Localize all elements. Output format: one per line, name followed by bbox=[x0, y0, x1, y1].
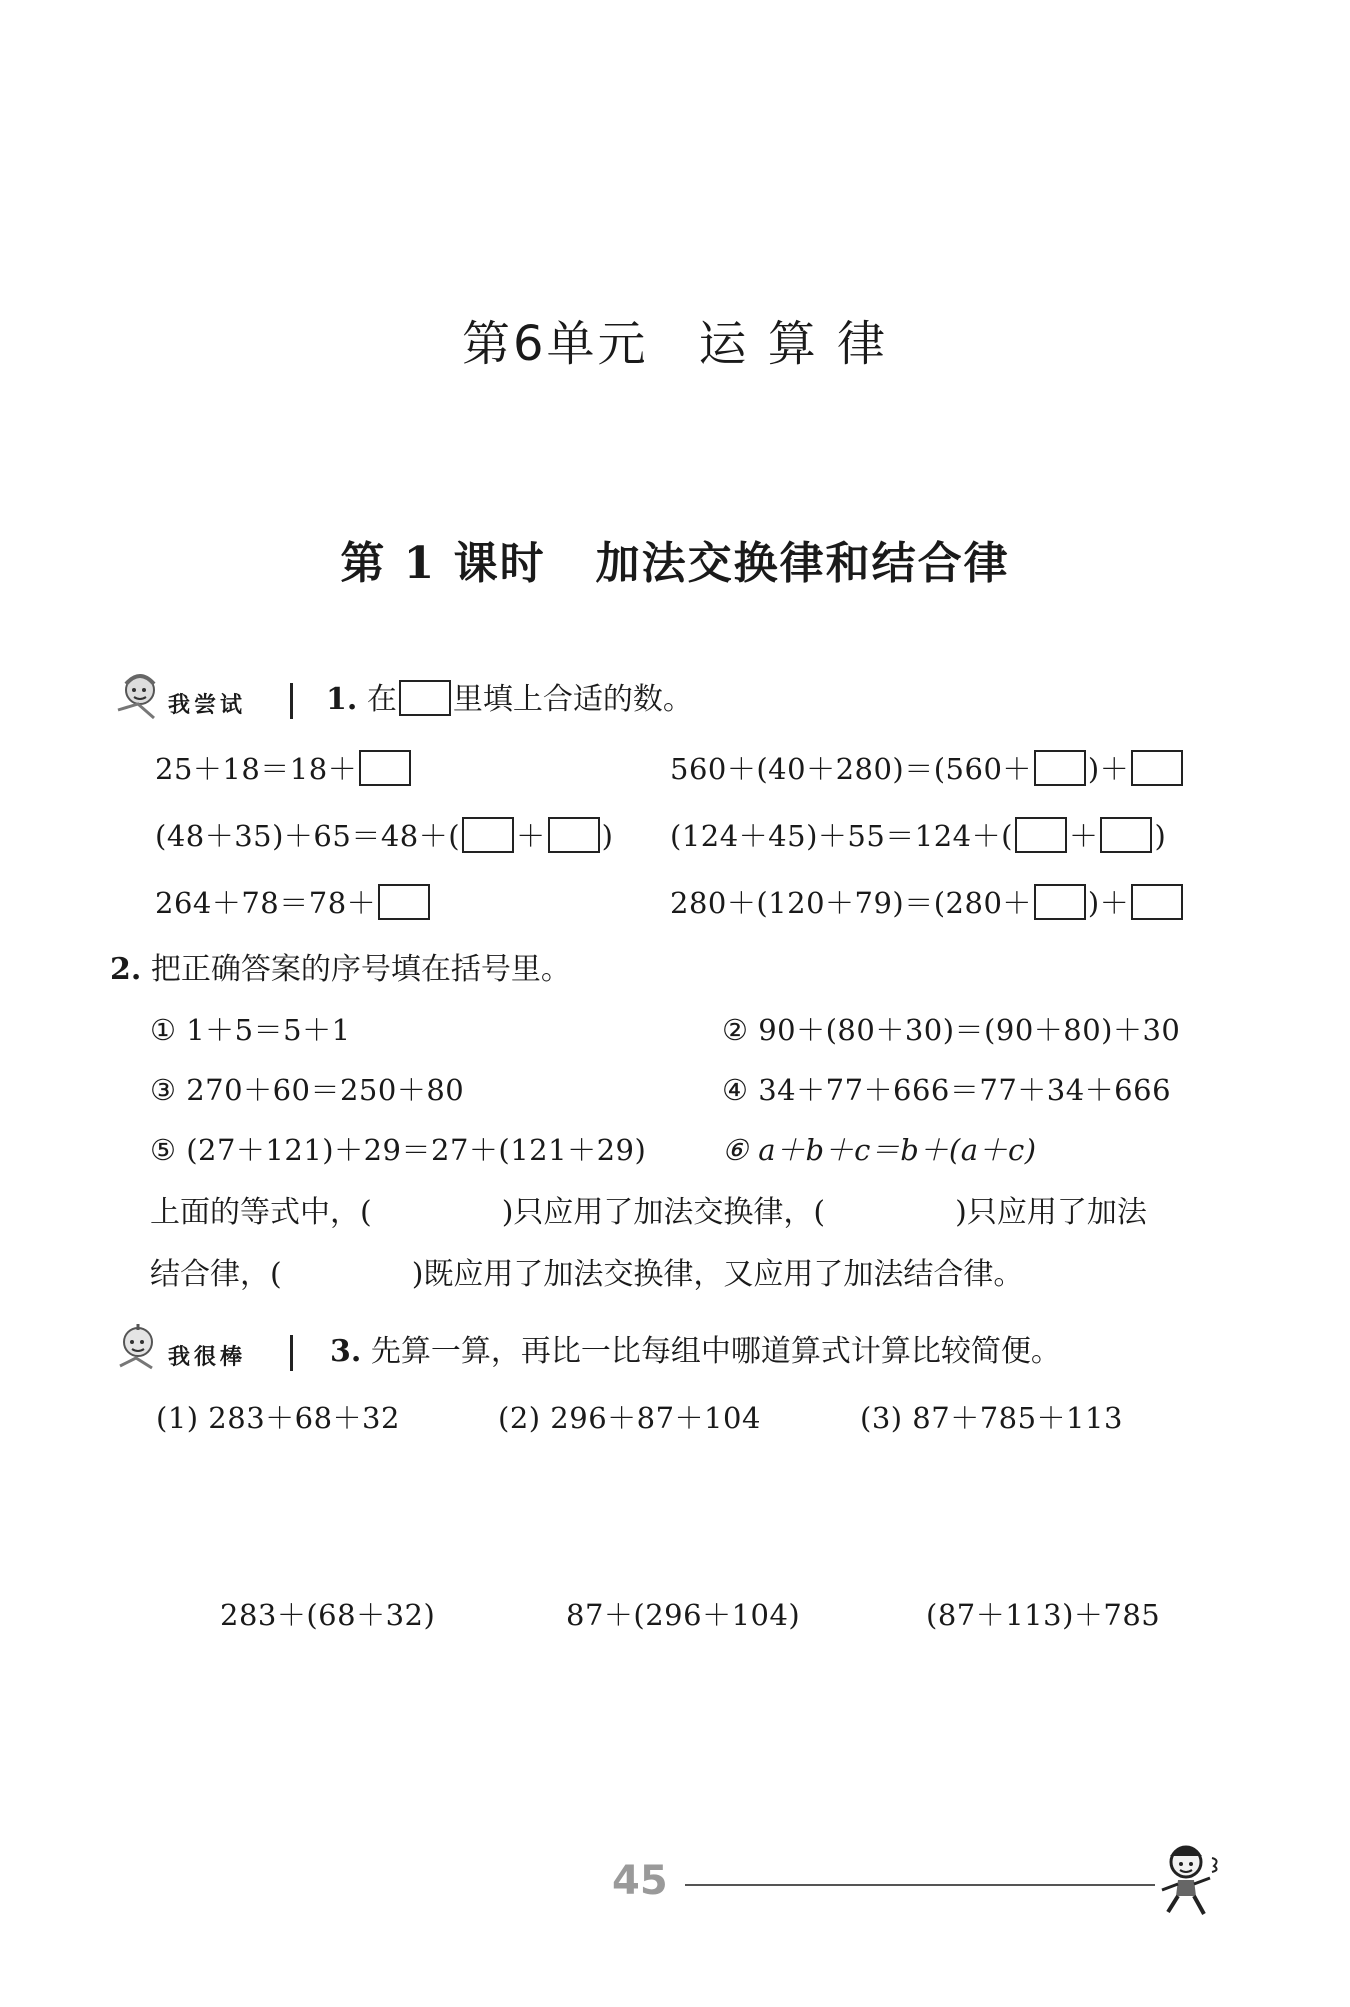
q2-answer-line2: 结合律，( )既应用了加法交换律，又应用了加法结合律。 bbox=[150, 1257, 1024, 1292]
q2-item-4: ④ 34＋77＋666＝77＋34＋666 bbox=[722, 1073, 1172, 1107]
q3-item-2: (2) 296＋87＋104 bbox=[498, 1401, 761, 1435]
unit-title bbox=[0, 305, 1350, 374]
answer-box[interactable] bbox=[1131, 750, 1183, 786]
answer-box[interactable] bbox=[1034, 750, 1086, 786]
q1-row3-left: 264＋78＝78＋ bbox=[155, 883, 432, 923]
badge-divider bbox=[290, 1335, 293, 1371]
answer-box[interactable] bbox=[378, 884, 430, 920]
footer-rule bbox=[685, 1884, 1155, 1886]
answer-box[interactable] bbox=[1034, 884, 1086, 920]
answer-box[interactable] bbox=[1131, 884, 1183, 920]
sample-box bbox=[399, 680, 451, 716]
q2-heading: 2. 把正确答案的序号填在括号里。 bbox=[110, 952, 571, 987]
badge-divider bbox=[290, 683, 293, 719]
running-boy-icon bbox=[1150, 1840, 1222, 1920]
badge-try: 我尝试 bbox=[168, 693, 247, 718]
page-number: 45 bbox=[612, 1858, 668, 1904]
answer-box[interactable] bbox=[462, 817, 514, 853]
girl-mascot-icon bbox=[110, 1322, 162, 1378]
lesson-number: 第 1 课时 bbox=[340, 538, 546, 589]
q2-item-1: ① 1＋5＝5＋1 bbox=[150, 1013, 351, 1047]
q2-answer-line1: 上面的等式中，( )只应用了加法交换律，( )只应用了加法 bbox=[150, 1195, 1147, 1230]
q1-row2-left: (48＋35)＋65＝48＋( ＋ ) bbox=[155, 819, 614, 853]
girl-mascot-icon bbox=[110, 670, 162, 726]
answer-box[interactable] bbox=[1100, 817, 1152, 853]
q1-heading: 1. 在 里填上合适的数。 bbox=[326, 682, 693, 717]
answer-box[interactable] bbox=[359, 750, 411, 786]
q2-item-5: ⑤ (27＋121)＋29＝27＋(121＋29) bbox=[150, 1133, 647, 1167]
answer-box[interactable] bbox=[548, 817, 600, 853]
q1-row3-right: 280＋(120＋79)＝(280＋ )＋ bbox=[670, 883, 1185, 923]
q1-row1-right: 560＋(40＋280)＝(560＋ )＋ bbox=[670, 749, 1185, 789]
badge-great: 我很棒 bbox=[168, 1345, 247, 1370]
answer-box[interactable] bbox=[1015, 817, 1067, 853]
q2-item-3: ③ 270＋60＝250＋80 bbox=[150, 1073, 465, 1107]
lesson-title bbox=[0, 527, 1350, 591]
q3-alt-1: 283＋(68＋32) bbox=[220, 1598, 436, 1632]
unit-name: 运 算 律 bbox=[698, 316, 889, 372]
q3-item-3: (3) 87＋785＋113 bbox=[860, 1401, 1123, 1435]
unit-number: 第6单元 bbox=[461, 316, 649, 372]
q2-item-2: ② 90＋(80＋30)＝(90＋80)＋30 bbox=[722, 1013, 1181, 1047]
q2-item-6: ⑥ a＋b＋c＝b＋(a＋c) bbox=[722, 1133, 1037, 1167]
q1-row2-right: (124＋45)＋55＝124＋( ＋ ) bbox=[670, 819, 1167, 853]
lesson-name: 加法交换律和结合律 bbox=[595, 538, 1010, 589]
q3-item-1: (1) 283＋68＋32 bbox=[156, 1401, 400, 1435]
q3-alt-2: 87＋(296＋104) bbox=[566, 1598, 801, 1632]
q3-heading: 3. 先算一算，再比一比每组中哪道算式计算比较简便。 bbox=[330, 1334, 1061, 1369]
q1-row1-left: 25＋18＝18＋ bbox=[155, 749, 413, 789]
q3-alt-3: (87＋113)＋785 bbox=[926, 1598, 1161, 1632]
